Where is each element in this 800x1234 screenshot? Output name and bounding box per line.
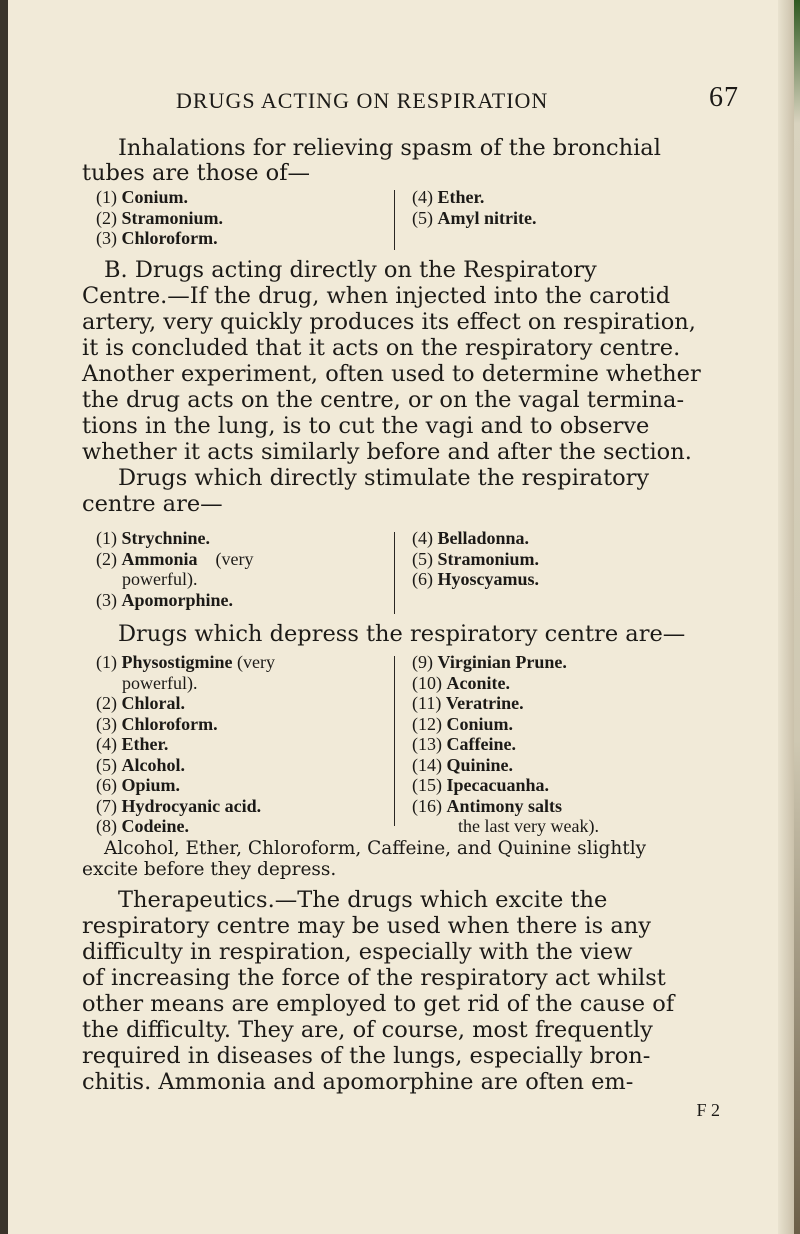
list-item: (2) Chloral. xyxy=(96,693,186,713)
list-item: (6) Hyoscyamus. xyxy=(412,569,540,589)
list-item: (12) Conium. xyxy=(412,713,514,734)
inhalation-list-left xyxy=(96,187,386,249)
section-b-line-9: Drugs which directly stimulate the respiratory xyxy=(118,465,650,491)
section-b-line-10: centre are— xyxy=(82,491,223,517)
list-item: (2) Ammonia (very xyxy=(96,548,254,569)
list-item: (4) Belladonna. xyxy=(412,528,530,548)
therapeutics-line-1: Therapeutics.—The drugs which excite the xyxy=(118,887,608,913)
list-item-continuation: the last very weak). xyxy=(458,816,599,836)
list-item: (5) Amyl nitrite. xyxy=(412,207,537,228)
therapeutics-line-7: required in diseases of the lungs, especially bron- xyxy=(82,1043,651,1069)
section-b-line-4: it is concluded that it acts on the respiratory centre. xyxy=(82,335,681,361)
column-rule xyxy=(394,190,395,250)
note-line-1: Alcohol, Ether, Chloroform, Caffeine, and Quinine slightly xyxy=(104,838,647,859)
therapeutics-line-6: the difficulty. They are, of course, most frequently xyxy=(82,1017,653,1043)
section-b-line-5: Another experiment, often used to determine whether xyxy=(82,361,701,387)
list-item: (1) Physostigmine (very xyxy=(96,652,275,672)
section-b-line-7: tions in the lung, is to cut the vagi and to observe xyxy=(82,413,650,439)
list-item: (9) Virginian Prune. xyxy=(412,652,567,672)
list-item: (14) Quinine. xyxy=(412,754,514,775)
list-item: (13) Caffeine. xyxy=(412,734,516,754)
depressant-list-left xyxy=(96,652,396,837)
list-item: (1) Conium. xyxy=(96,187,189,207)
stimulant-list-right xyxy=(412,528,712,590)
list-item: (5) Stramonium. xyxy=(412,548,540,569)
therapeutics-line-4: of increasing the force of the respiratory act whilst xyxy=(82,965,666,991)
list-item: (2) Stramonium. xyxy=(96,207,224,228)
list-item: (1) Strychnine. xyxy=(96,528,211,548)
signature-mark: F 2 xyxy=(696,1100,720,1120)
stimulant-list-left xyxy=(96,528,396,610)
list-item-continuation: powerful). xyxy=(122,569,198,589)
therapeutics-line-2: respiratory centre may be used when there is any xyxy=(82,913,651,939)
depressant-list-right xyxy=(412,652,712,837)
list-item: (3) Chloroform. xyxy=(96,713,218,734)
section-b-line-3: artery, very quickly produces its effect on respiration, xyxy=(82,309,696,335)
list-item: (4) Ether. xyxy=(412,187,485,207)
list-item: (11) Veratrine. xyxy=(412,693,524,713)
list-item-continuation: powerful). xyxy=(122,672,198,693)
running-head xyxy=(76,82,739,118)
list-item: (7) Hydrocyanic acid. xyxy=(96,795,262,816)
running-title: DRUGS ACTING ON RESPIRATION xyxy=(176,88,549,113)
list-item: (6) Opium. xyxy=(96,775,181,795)
intro-line-2: tubes are those of— xyxy=(82,160,311,186)
section-b-line-6: the drug acts on the centre, or on the vagal termina- xyxy=(82,387,685,413)
section-b-line-2: Centre.—If the drug, when injected into the carotid xyxy=(82,283,671,309)
section-b-line-8: whether it acts similarly before and after the section. xyxy=(82,439,692,465)
list-item: (8) Codeine. xyxy=(96,816,189,836)
depressant-intro: Drugs which depress the respiratory centre are— xyxy=(118,621,686,647)
column-rule xyxy=(394,656,395,826)
list-item: (5) Alcohol. xyxy=(96,754,186,775)
page-edge-strip xyxy=(794,0,800,1234)
list-item: (3) Apomorphine. xyxy=(96,589,234,610)
list-item: (15) Ipecacuanha. xyxy=(412,775,550,795)
therapeutics-line-8: chitis. Ammonia and apomorphine are often em- xyxy=(82,1069,634,1095)
section-b-line-1: B. Drugs acting directly on the Respiratory xyxy=(104,257,597,283)
therapeutics-line-5: other means are employed to get rid of the cause of xyxy=(82,991,675,1017)
list-item: (4) Ether. xyxy=(96,734,169,754)
page-number: 67 xyxy=(709,82,739,113)
inhalation-list-right xyxy=(412,187,702,228)
column-rule xyxy=(394,532,395,614)
note-line-2: excite before they depress. xyxy=(82,859,337,880)
list-item: (3) Chloroform. xyxy=(96,228,218,248)
list-item: (16) Antimony salts xyxy=(412,795,563,816)
intro-line-1: Inhalations for relieving spasm of the bronchial xyxy=(118,135,661,161)
therapeutics-line-3: difficulty in respiration, especially with the view xyxy=(82,939,633,965)
list-item: (10) Aconite. xyxy=(412,672,510,693)
page-gutter-shadow xyxy=(0,0,8,1234)
